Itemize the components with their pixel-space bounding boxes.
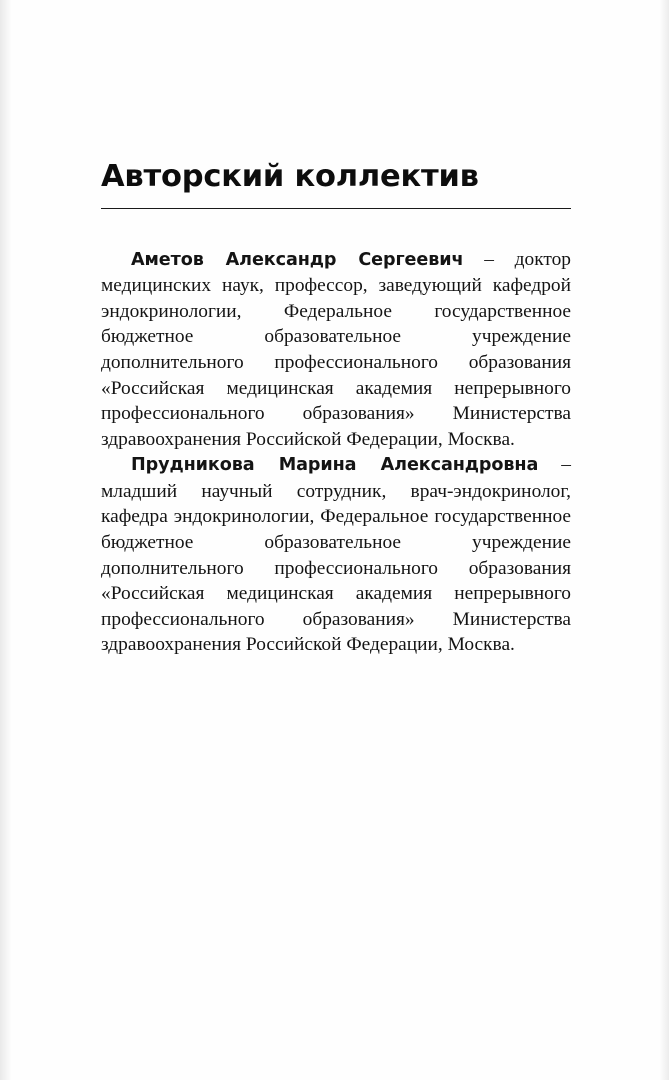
author-description: – младший научный сотрудник, врач-эндокринолог, кафедра эндокринологии, Федеральное государственное бюджетное образовательное учреждение дополнительного профессионального образования «Российская медицинская академия непрерывного профессионального образования» Министерства здравоохранения Российской Федерации, Москва.: [101, 454, 571, 656]
list-item: [101, 452, 571, 658]
author-list: [101, 247, 571, 659]
author-name: Аметов Александр Сергеевич: [131, 249, 464, 270]
author-description: – доктор медицинских наук, профессор, заведующий кафедрой эндокринологии, Федеральное государственное бюджетное образовательное учреждение дополнительного профессионального образования «Российская медицинская академия непрерывного профессионального образования» Министерства здравоохранения Российской Федерации, Москва.: [101, 248, 571, 450]
list-item: [101, 247, 571, 453]
page-title: Авторский коллектив: [101, 160, 571, 209]
page-content: [101, 160, 571, 658]
author-name: Прудникова Марина Александровна: [131, 455, 539, 476]
